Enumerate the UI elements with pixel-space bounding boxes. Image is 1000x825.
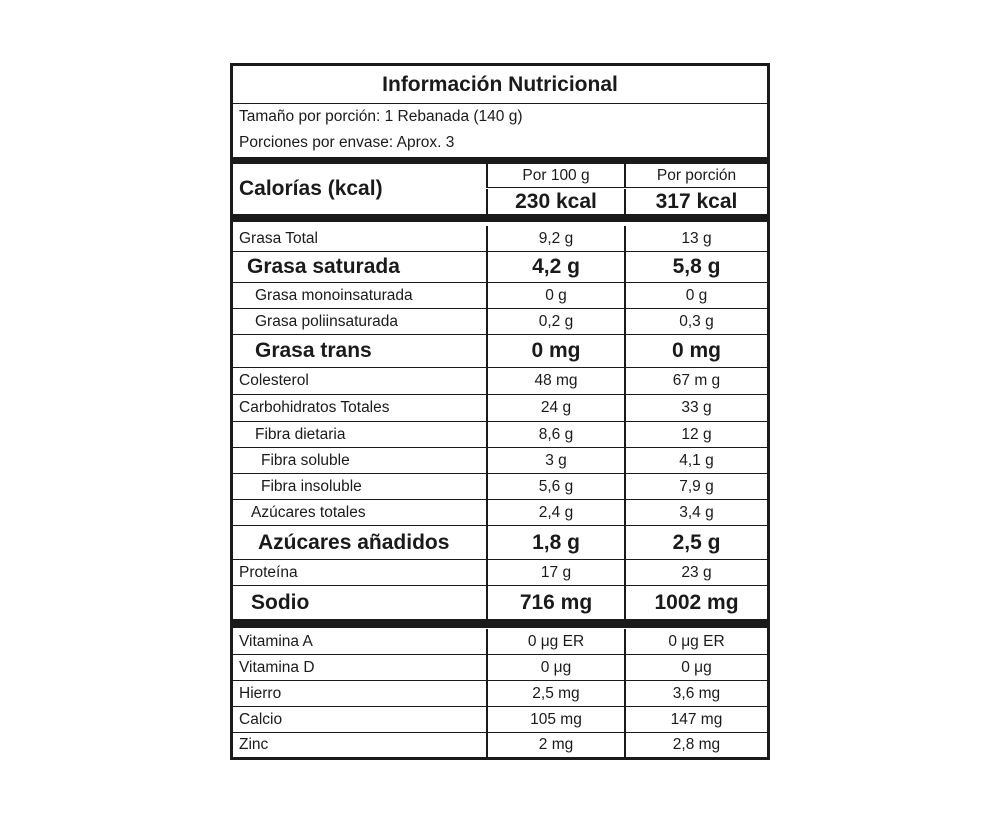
nutrient-name: Fibra dietaria xyxy=(255,425,346,443)
value-per-100g: 2,5 mg xyxy=(486,681,624,706)
vitamin-row xyxy=(233,733,767,757)
value-per-serving: 147 mg xyxy=(624,707,767,732)
vitamin-name: Vitamina D xyxy=(239,658,315,676)
value-per-100g: 5,6 g xyxy=(486,474,624,499)
nutrient-row xyxy=(233,335,767,368)
value-per-serving: 3,4 g xyxy=(624,500,767,525)
nutrient-row xyxy=(233,560,767,586)
value-per-100g: 8,6 g xyxy=(486,422,624,447)
value-per-100g: 2 mg xyxy=(486,733,624,757)
value-per-100g: 48 mg xyxy=(486,368,624,394)
value-per-100g: 3 g xyxy=(486,448,624,473)
value-per-serving: 2,8 mg xyxy=(624,733,767,757)
value-per-serving: 12 g xyxy=(624,422,767,447)
nutrient-name: Fibra soluble xyxy=(261,451,350,469)
nutrient-name: Colesterol xyxy=(239,372,309,389)
nutrient-name: Grasa monoinsaturada xyxy=(255,286,413,304)
value-per-100g: 716 mg xyxy=(486,586,624,619)
nutrient-row xyxy=(233,526,767,560)
vitamin-name: Zinc xyxy=(239,736,269,753)
nutrition-facts-label xyxy=(230,63,770,760)
servings-per-container: Porciones por envase: Aprox. 3 xyxy=(239,134,455,151)
nutrient-name: Grasa poliinsaturada xyxy=(255,312,399,330)
nutrient-row xyxy=(233,448,767,474)
vitamin-row xyxy=(233,681,767,707)
value-per-100g: 0 mg xyxy=(486,335,624,367)
nutrient-row xyxy=(233,586,767,619)
value-per-serving: 5,8 g xyxy=(624,252,767,282)
calories-per-serving: 317 kcal xyxy=(624,189,767,214)
value-per-100g: 17 g xyxy=(486,560,624,585)
column-header-per-100g: Por 100 g xyxy=(486,164,624,188)
nutrient-name: Sodio xyxy=(251,590,310,614)
vitamin-name: Calcio xyxy=(239,710,283,728)
value-per-serving: 7,9 g xyxy=(624,474,767,499)
value-per-serving: 13 g xyxy=(624,226,767,251)
vitamin-name: Hierro xyxy=(239,684,282,702)
nutrient-row xyxy=(233,226,767,252)
nutrient-row xyxy=(233,309,767,335)
nutrient-row xyxy=(233,252,767,283)
value-per-serving: 0,3 g xyxy=(624,309,767,334)
nutrient-row xyxy=(233,500,767,526)
value-per-100g: 105 mg xyxy=(486,707,624,732)
label-title: Información Nutricional xyxy=(233,66,767,104)
value-per-100g: 2,4 g xyxy=(486,500,624,525)
value-per-100g: 24 g xyxy=(486,395,624,421)
value-per-100g: 0 μg xyxy=(486,655,624,680)
nutrient-row xyxy=(233,422,767,448)
section-divider xyxy=(233,619,767,628)
calories-per-100g: 230 kcal xyxy=(486,189,624,214)
section-divider xyxy=(233,214,767,222)
calories-label: Calorías (kcal) xyxy=(239,176,383,200)
value-per-serving: 0 mg xyxy=(624,335,767,367)
section-divider xyxy=(233,157,767,164)
value-per-serving: 67 m g xyxy=(624,368,767,394)
nutrient-row xyxy=(233,368,767,395)
value-per-100g: 9,2 g xyxy=(486,226,624,251)
nutrient-name: Grasa trans xyxy=(255,339,372,362)
nutrient-row xyxy=(233,283,767,309)
value-per-serving: 0 g xyxy=(624,283,767,308)
nutrient-row xyxy=(233,474,767,500)
vitamin-row xyxy=(233,707,767,733)
nutrient-row xyxy=(233,395,767,422)
nutrient-name: Grasa saturada xyxy=(247,255,400,278)
value-per-100g: 0 g xyxy=(486,283,624,308)
value-per-serving: 2,5 g xyxy=(624,526,767,559)
value-per-100g: 4,2 g xyxy=(486,252,624,282)
value-per-serving: 1002 mg xyxy=(624,586,767,619)
value-per-serving: 0 μg xyxy=(624,655,767,680)
value-per-serving: 0 μg ER xyxy=(624,629,767,654)
vitamin-row xyxy=(233,629,767,655)
column-header-per-serving: Por porción xyxy=(624,164,767,188)
serving-size: Tamaño por porción: 1 Rebanada (140 g) xyxy=(239,108,523,125)
value-per-serving: 3,6 mg xyxy=(624,681,767,706)
calories-row xyxy=(233,164,767,213)
nutrient-name: Azúcares añadidos xyxy=(258,530,450,554)
nutrient-name: Azúcares totales xyxy=(251,503,366,521)
value-per-serving: 4,1 g xyxy=(624,448,767,473)
nutrient-name: Fibra insoluble xyxy=(261,477,362,495)
nutrient-name: Carbohidratos Totales xyxy=(239,399,390,416)
nutrient-name: Proteína xyxy=(239,563,298,581)
nutrient-name: Grasa Total xyxy=(239,229,318,247)
vitamin-name: Vitamina A xyxy=(239,632,313,650)
vitamin-row xyxy=(233,655,767,681)
value-per-100g: 0 μg ER xyxy=(486,629,624,654)
value-per-serving: 23 g xyxy=(624,560,767,585)
value-per-100g: 0,2 g xyxy=(486,309,624,334)
value-per-100g: 1,8 g xyxy=(486,526,624,559)
value-per-serving: 33 g xyxy=(624,395,767,421)
